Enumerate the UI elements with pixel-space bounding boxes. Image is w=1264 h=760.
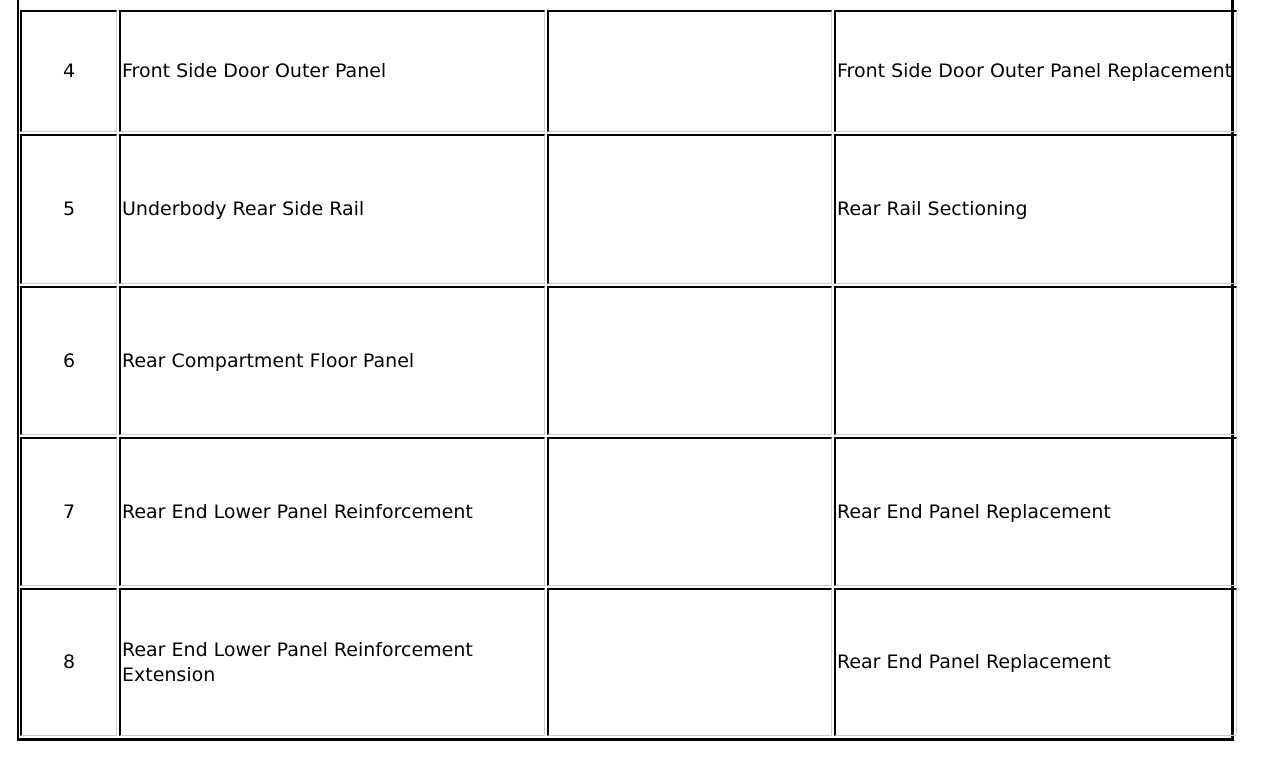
table-row: [20, 286, 1237, 435]
item-number-cell: 6: [20, 286, 117, 435]
notes-cell: [547, 286, 832, 435]
procedure-cell: Front Side Door Outer Panel Replacement: [834, 10, 1237, 132]
notes-cell: [547, 437, 832, 586]
procedure-cell: [834, 286, 1237, 435]
table-row: [20, 437, 1237, 586]
procedure-cell: Rear End Panel Replacement: [834, 588, 1237, 736]
table-row: [20, 10, 1237, 132]
procedure-cell: Rear Rail Sectioning: [834, 134, 1237, 284]
notes-cell: [547, 10, 832, 132]
notes-cell: [547, 588, 832, 736]
part-name-cell: Rear Compartment Floor Panel: [119, 286, 545, 435]
parts-table: [18, 8, 1239, 738]
part-name-cell: Rear End Lower Panel Reinforcement Extension: [119, 588, 545, 736]
item-number-cell: 5: [20, 134, 117, 284]
procedure-cell: Rear End Panel Replacement: [834, 437, 1237, 586]
part-name-cell: Front Side Door Outer Panel: [119, 10, 545, 132]
notes-cell: [547, 134, 832, 284]
part-name-cell: Rear End Lower Panel Reinforcement: [119, 437, 545, 586]
item-number-cell: 4: [20, 10, 117, 132]
part-name-cell: Underbody Rear Side Rail: [119, 134, 545, 284]
table-row: [20, 134, 1237, 284]
item-number-cell: 7: [20, 437, 117, 586]
table-row: [20, 588, 1237, 736]
item-number-cell: 8: [20, 588, 117, 736]
